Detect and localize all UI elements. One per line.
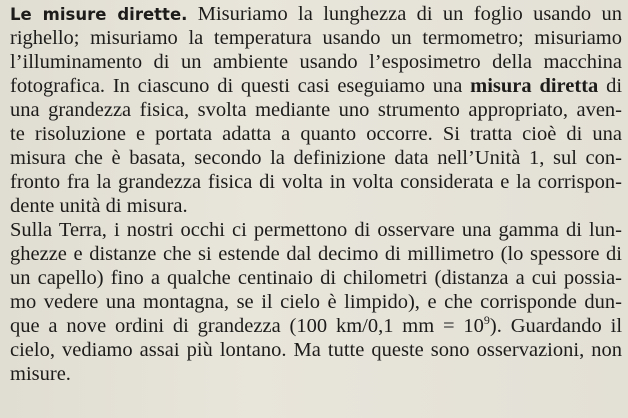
text-line-16: misure. <box>10 363 71 385</box>
text-line-5: una grandezza fisica, svolta mediante uno strumento appropriato, aven- <box>10 99 622 121</box>
text-line-8: fronto fra la grandezza fisica di volta in volta considerata e la corrispon- <box>10 171 622 193</box>
text-line-10: Sulla Terra, i nostri occhi ci permettono di osservare una gamma di lun- <box>10 219 622 241</box>
exponent: 9 <box>483 313 490 328</box>
text-line-1: Le misure dirette. Misuriamo la lunghezza di un foglio usando un <box>10 3 622 25</box>
text-line-12: un capello) fino a qualche centinaio di chilometri (distanza a cui possia- <box>10 267 622 289</box>
text-line-3: l’illuminamento di un ambiente usando l’esposimetro della macchina <box>10 51 622 73</box>
section-heading: Le misure dirette. <box>10 5 188 24</box>
text-line-13: mo vedere una montagna, se il cielo è limpido), e che corrisponde dun- <box>10 291 622 313</box>
text-line-15: cielo, vediamo assai più lontano. Ma tutte queste sono osservazioni, non <box>10 339 622 361</box>
text-line-6: te risoluzione e portata adatta a quanto occorre. Si tratta cioè di una <box>10 123 622 145</box>
text-line-2: righello; misuriamo la temperatura usando un termometro; misuriamo <box>10 27 622 49</box>
text-line-4: fotografica. In ciascuno di questi casi eseguiamo una misura diretta di <box>10 75 623 97</box>
text-line-7: misura che è basata, secondo la definizione data nell’Unità 1, sul con- <box>10 147 622 169</box>
text-line-11: ghezze e distanze che si estende dal decimo di millimetro (lo spessore di <box>10 243 622 265</box>
key-term: misura diretta <box>470 75 599 97</box>
text-line-14: que a nove ordini di grandezza (100 km/0,1 mm = $10^9$). Guardando il <box>10 313 623 337</box>
text-line-9: dente unità di misura. <box>10 195 188 217</box>
